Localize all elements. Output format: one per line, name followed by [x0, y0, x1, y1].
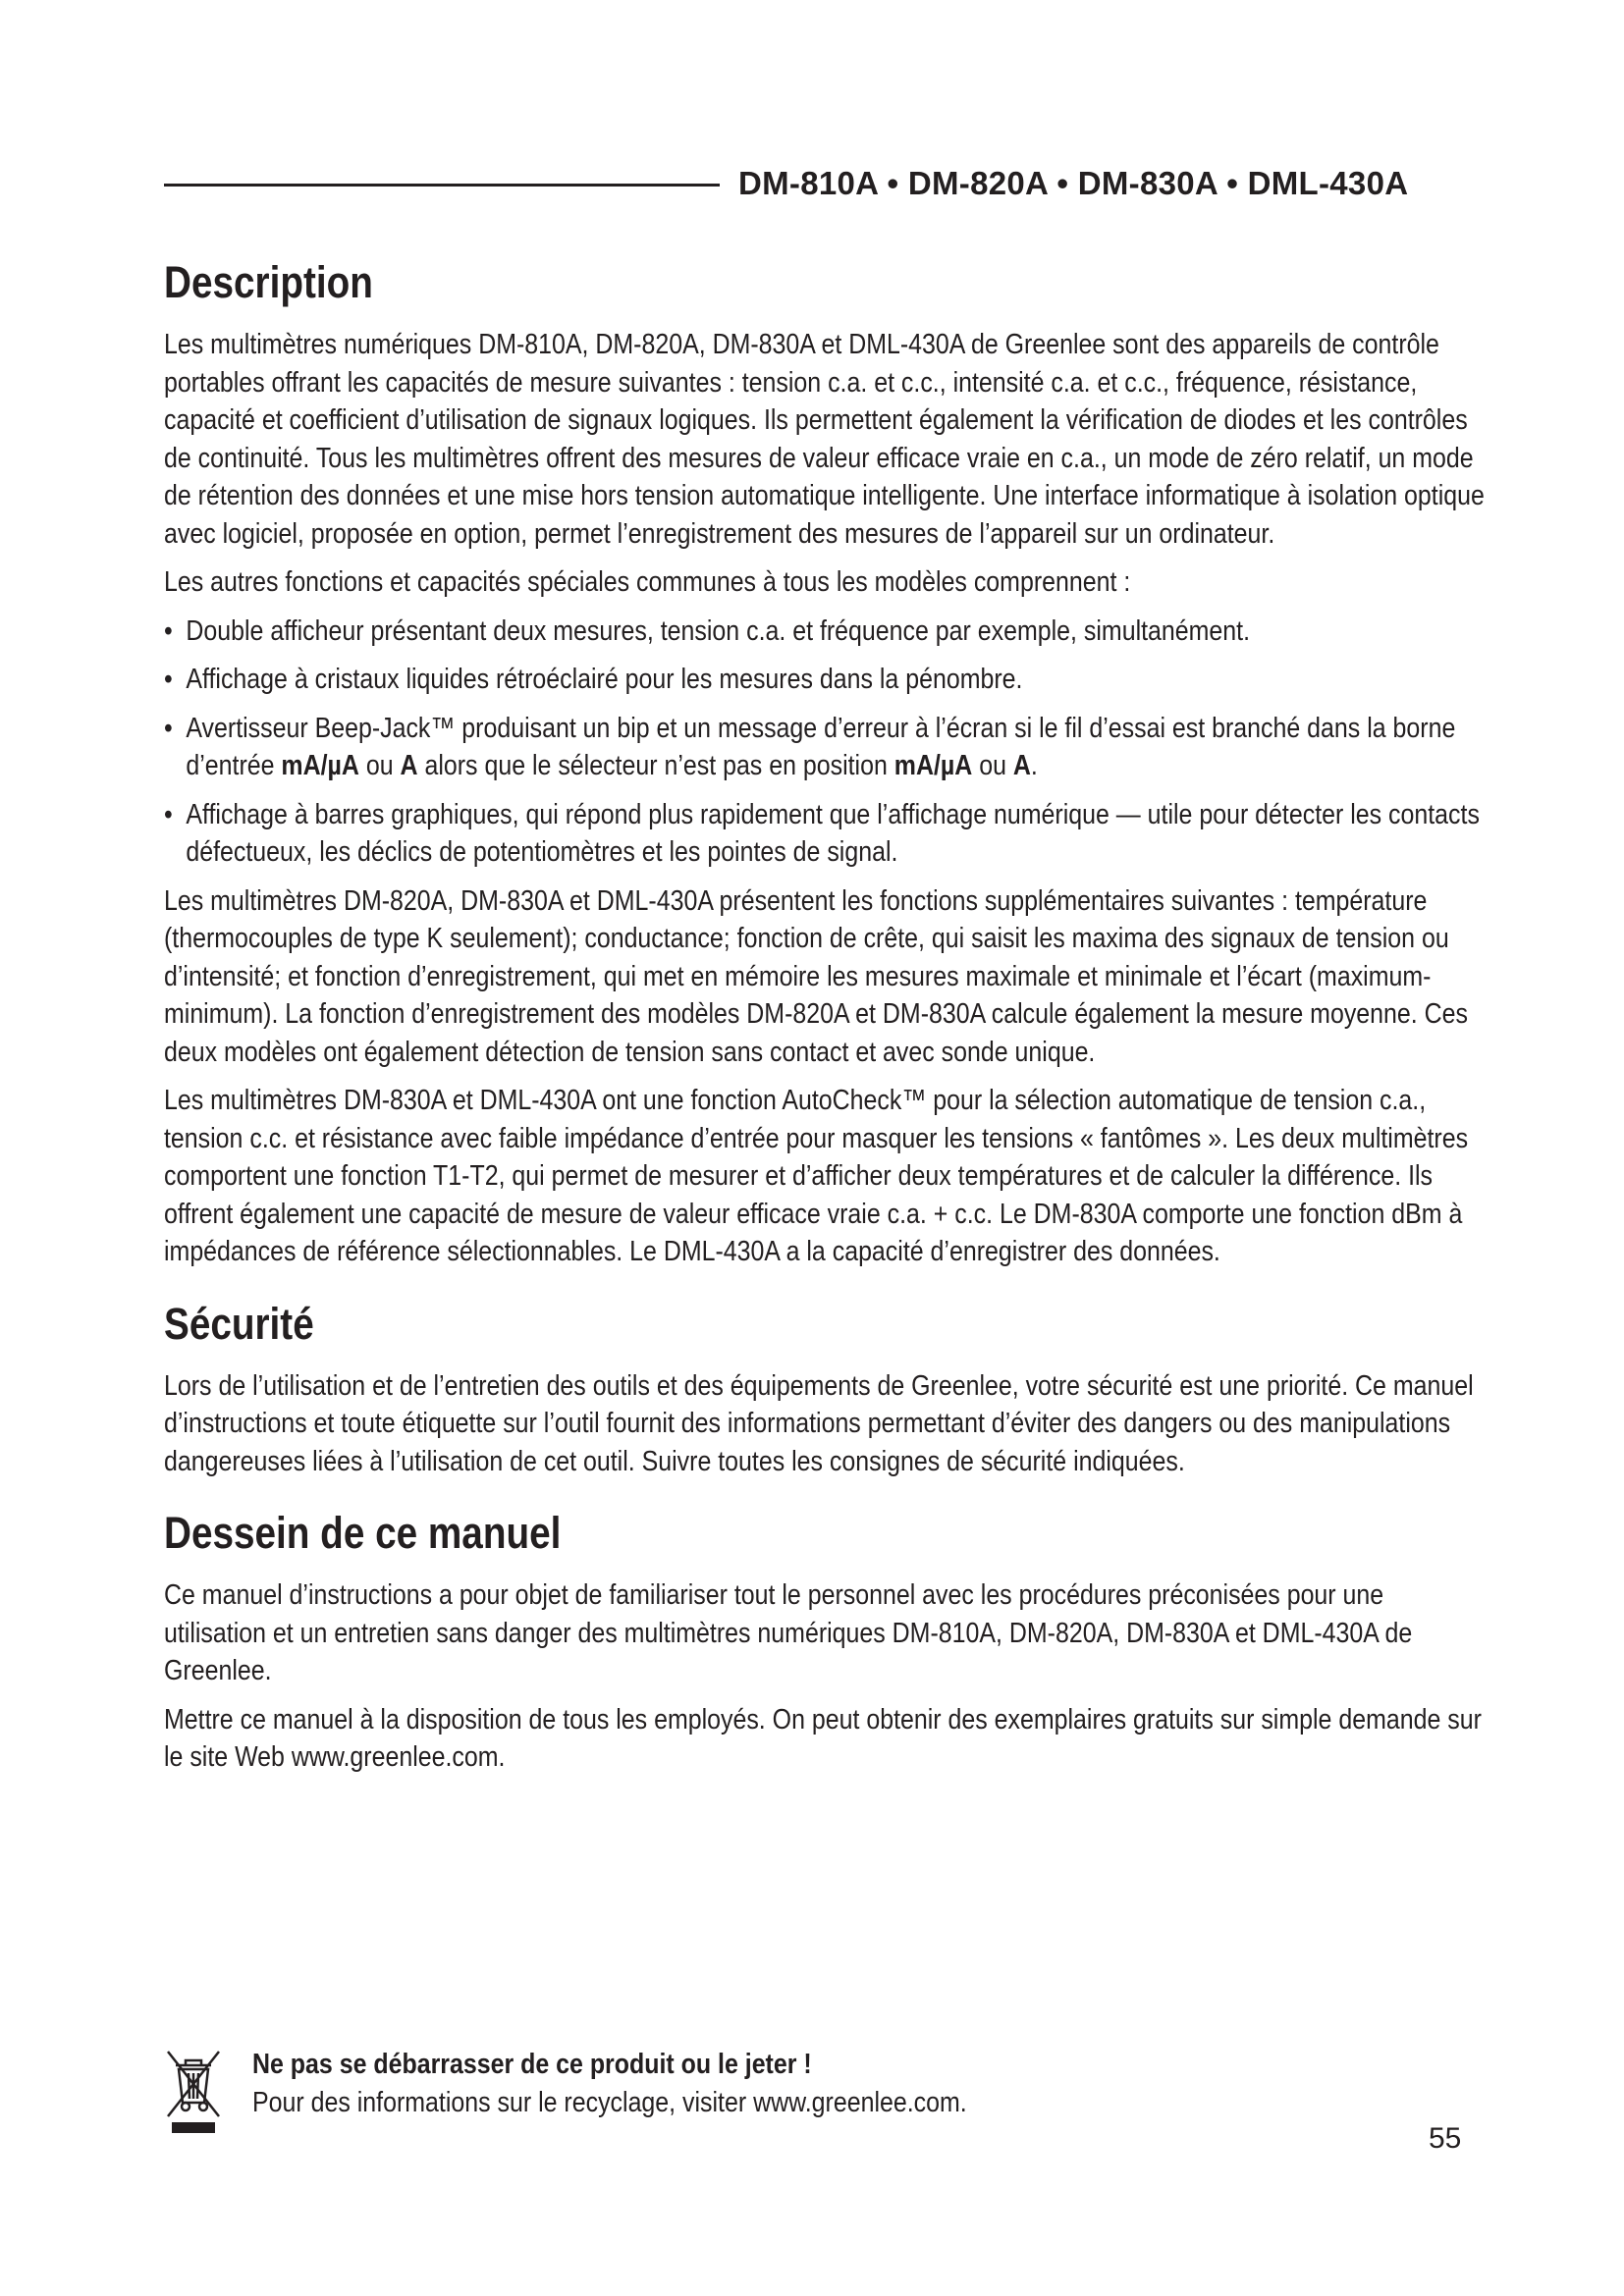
page-content — [164, 255, 1489, 1788]
dessein-heading: Dessein de ce manuel — [164, 1508, 562, 1558]
bullet-text-part: alors que le sélecteur n’est pas en position — [417, 750, 894, 781]
selector-label: A — [1012, 750, 1031, 781]
selector-label: mA/µA — [893, 750, 973, 781]
terminal-label: mA/µA — [281, 750, 359, 781]
feature-list — [164, 613, 1489, 872]
dessein-paragraph-2: Mettre ce manuel à la disposition de tous les employés. On peut obtenir des exemplaires gratuits sur simple demande sur le site Web www.greenlee.com. — [164, 1703, 1482, 1773]
bullet-text — [186, 713, 1455, 782]
description-paragraph-4: Les multimètres DM-830A et DML-430A ont une fonction AutoCheck™ pour la sélection automatique de tension c.a., tension c.c. et résistance avec faible impédance d’entrée pour masquer les tensions « fantômes ». Les deux multimètres comportent une fonction T1-T2, qui permet de mesurer et d’afficher deux températures et de calculer la différence. Ils offrent également une capacité de mesure de valeur efficace vraie c.a. + c.c. Le DM-830A comporte une fonction dBm à impédances de référence sélectionnables. Le DML-430A a la capacité d’enregistrer des données. — [164, 1085, 1469, 1267]
description-paragraph-3: Les multimètres DM-820A, DM-830A et DML-430A présentent les fonctions supplémentaires suivantes : température (thermocouples de type K seulement); conductance; fonction de crête, qui saisit les maxima des signaux de tension ou d’intensité; et fonction d’enregistrement, qui met en mémoire les mesures maximale et minimale et l’écart (maximum-minimum). La fonction d’enregistrement des modèles DM-820A et DM-830A calcule également la mesure moyenne. Ces deux modèles ont également détection de tension sans contact et avec sonde unique. — [164, 884, 1469, 1068]
bullet-text-part: Avertisseur Beep-Jack™ produisant un bip et un message d’erreur à l’écran si le fil d’essai est branché dans la borne d’entrée — [186, 712, 1456, 781]
description-paragraph-2: Les autres fonctions et capacités spéciales communes à tous les modèles comprennent : — [164, 566, 1131, 598]
bullet-icon: • — [164, 664, 173, 695]
bullet-text-part: ou — [972, 750, 1013, 781]
list-item — [164, 661, 1489, 699]
bullet-text-part: . — [1030, 750, 1038, 781]
dessein-body — [164, 1576, 1489, 1777]
bullet-icon: • — [164, 614, 173, 647]
list-item — [164, 710, 1489, 785]
bullet-text-part: ou — [358, 750, 401, 781]
securite-heading: Sécurité — [164, 1298, 314, 1349]
description-paragraph-1: Les multimètres numériques DM-810A, DM-820A, DM-830A et DML-430A de Greenlee sont des appareils de contrôle portables offrant les capacités de mesure suivantes : tension c.a. et c.c., intensité c.a. et c.c., fréquence, résistance, capacité et coefficient d’utilisation de signaux logiques. Ils permettent également la vérification de diodes et les contrôles de continuité. Tous les multimètres offrent des mesures de valeur efficace vraie en c.a., un mode de zéro relatif, un mode de rétention des données et une mise hors tension automatique intelligente. Une interface informatique à isolation optique avec logiciel, proposée en option, permet l’enregistrement des mesures de l’appareil sur un ordinateur. — [164, 329, 1485, 550]
description-body — [164, 326, 1489, 1271]
dessein-paragraph-1: Ce manuel d’instructions a pour objet de familiariser tout le personnel avec les procédures préconisées pour une utilisation et un entretien sans danger des multimètres numériques DM-810A, DM-820A, DM-830A et DML-430A de Greenlee. — [164, 1579, 1413, 1686]
list-item — [164, 796, 1489, 872]
description-heading: Description — [164, 257, 373, 307]
recycling-info: Pour des informations sur le recyclage, visiter www.greenlee.com. — [252, 2086, 967, 2118]
page-number: 55 — [1429, 2122, 1462, 2155]
recycling-warning-title: Ne pas se débarrasser de ce produit ou le jeter ! — [252, 2049, 812, 2080]
bullet-icon: • — [164, 798, 173, 830]
list-item — [164, 613, 1489, 651]
bullet-text: Affichage à barres graphiques, qui répond plus rapidement que l’affichage numérique — utile pour détecter les contacts défectueux, les déclics de potentiomètres et les pointes de signal. — [186, 798, 1480, 868]
bullet-text: Double afficheur présentant deux mesures, tension c.a. et fréquence par exemple, simultanément. — [186, 614, 1251, 647]
header-rule — [164, 184, 720, 187]
securite-paragraph: Lors de l’utilisation et de l’entretien des outils et des équipements de Greenlee, votre sécurité est une priorité. Ce manuel d’instructions et toute étiquette sur l’outil fournit des informations permettant d’éviter des dangers ou des manipulations dangereuses liées à l’utilisation de cet outil. Suivre toutes les consignes de sécurité indiquées. — [164, 1369, 1474, 1477]
header-model-title: DM-810A • DM-820A • DM-830A • DML-430A — [738, 165, 1409, 201]
recycling-text — [252, 2046, 1435, 2121]
securite-body — [164, 1367, 1489, 1481]
bullet-icon: • — [164, 712, 173, 744]
recycling-notice — [164, 2046, 1440, 2144]
terminal-label: A — [400, 750, 418, 781]
bullet-text: Affichage à cristaux liquides rétroéclairé pour les mesures dans la pénombre. — [186, 664, 1023, 695]
crossed-out-wheelie-bin-icon — [164, 2046, 223, 2136]
